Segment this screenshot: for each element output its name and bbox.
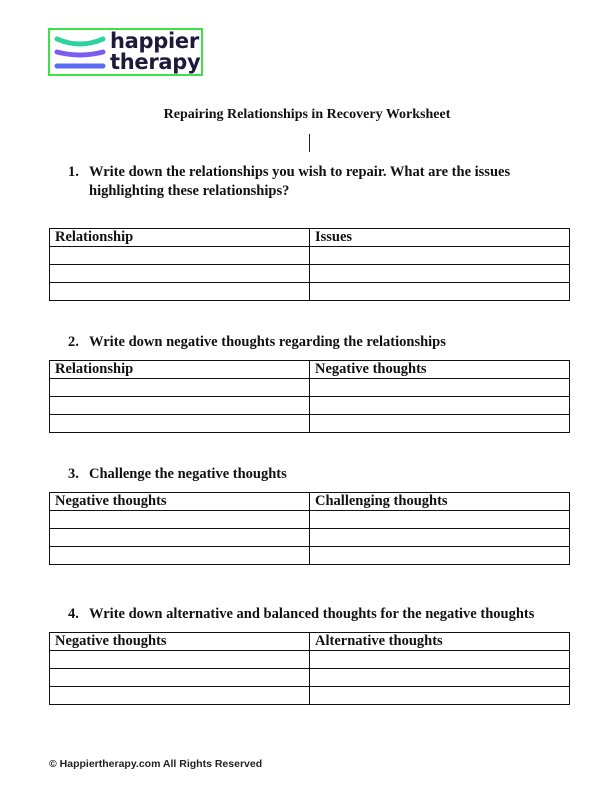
table-header-row <box>50 633 570 651</box>
header-cell: Issues <box>310 229 570 247</box>
entry-cell[interactable] <box>310 511 570 529</box>
header-cell: Negative thoughts <box>310 361 570 379</box>
entry-cell[interactable] <box>50 511 310 529</box>
entry-cell[interactable] <box>50 247 310 265</box>
question-prompt: Challenge the negative thoughts <box>89 466 287 482</box>
entry-cell[interactable] <box>310 687 570 705</box>
entry-cell[interactable] <box>310 529 570 547</box>
logo-word-therapy: therapy <box>110 50 201 74</box>
table-header-row <box>50 229 570 247</box>
question-number: 4. <box>68 606 79 622</box>
copyright-footer: © Happiertherapy.com All Rights Reserved <box>49 758 263 770</box>
table-header-row <box>50 493 570 511</box>
table-relationship-negative-thoughts <box>49 360 570 433</box>
table-row <box>50 247 570 265</box>
header-cell: Alternative thoughts <box>310 633 570 651</box>
table-header-row <box>50 361 570 379</box>
entry-cell[interactable] <box>310 379 570 397</box>
table-row <box>50 265 570 283</box>
entry-cell[interactable] <box>50 687 310 705</box>
entry-cell[interactable] <box>310 547 570 565</box>
entry-cell[interactable] <box>50 651 310 669</box>
header-cell: Negative thoughts <box>50 633 310 651</box>
header-cell: Relationship <box>50 361 310 379</box>
table-row <box>50 415 570 433</box>
table-row <box>50 397 570 415</box>
text-cursor <box>309 134 310 152</box>
entry-cell[interactable] <box>50 415 310 433</box>
table-relationship-issues <box>49 228 570 301</box>
entry-cell[interactable] <box>310 265 570 283</box>
logo-word-happier: happier <box>110 29 199 53</box>
table-row <box>50 651 570 669</box>
question-number: 2. <box>68 334 79 350</box>
header-cell: Relationship <box>50 229 310 247</box>
table-row <box>50 547 570 565</box>
entry-cell[interactable] <box>310 669 570 687</box>
entry-cell[interactable] <box>50 379 310 397</box>
table-row <box>50 511 570 529</box>
entry-cell[interactable] <box>310 283 570 301</box>
worksheet-title: Repairing Relationships in Recovery Worksheet <box>163 107 451 122</box>
entry-cell[interactable] <box>50 529 310 547</box>
logo-stripes-icon <box>54 34 106 72</box>
table-row <box>50 687 570 705</box>
table-row <box>50 379 570 397</box>
entry-cell[interactable] <box>310 651 570 669</box>
entry-cell[interactable] <box>310 247 570 265</box>
table-row <box>50 283 570 301</box>
entry-cell[interactable] <box>50 283 310 301</box>
question-number: 1. <box>68 164 79 180</box>
table-challenging-thoughts <box>49 492 570 565</box>
entry-cell[interactable] <box>310 397 570 415</box>
question-prompt: Write down alternative and balanced thoughts for the negative thoughts <box>89 606 535 622</box>
question-prompt: Write down the relationships you wish to repair. What are the issues highlighting these relationships? <box>89 164 511 199</box>
entry-cell[interactable] <box>50 265 310 283</box>
header-cell: Negative thoughts <box>50 493 310 511</box>
entry-cell[interactable] <box>50 547 310 565</box>
table-row <box>50 669 570 687</box>
question-prompt: Write down negative thoughts regarding the relationships <box>89 334 446 350</box>
entry-cell[interactable] <box>50 669 310 687</box>
entry-cell[interactable] <box>50 397 310 415</box>
entry-cell[interactable] <box>310 415 570 433</box>
table-alternative-thoughts <box>49 632 570 705</box>
question-number: 3. <box>68 466 79 482</box>
table-row <box>50 529 570 547</box>
header-cell: Challenging thoughts <box>310 493 570 511</box>
happier-therapy-logo <box>48 28 203 76</box>
